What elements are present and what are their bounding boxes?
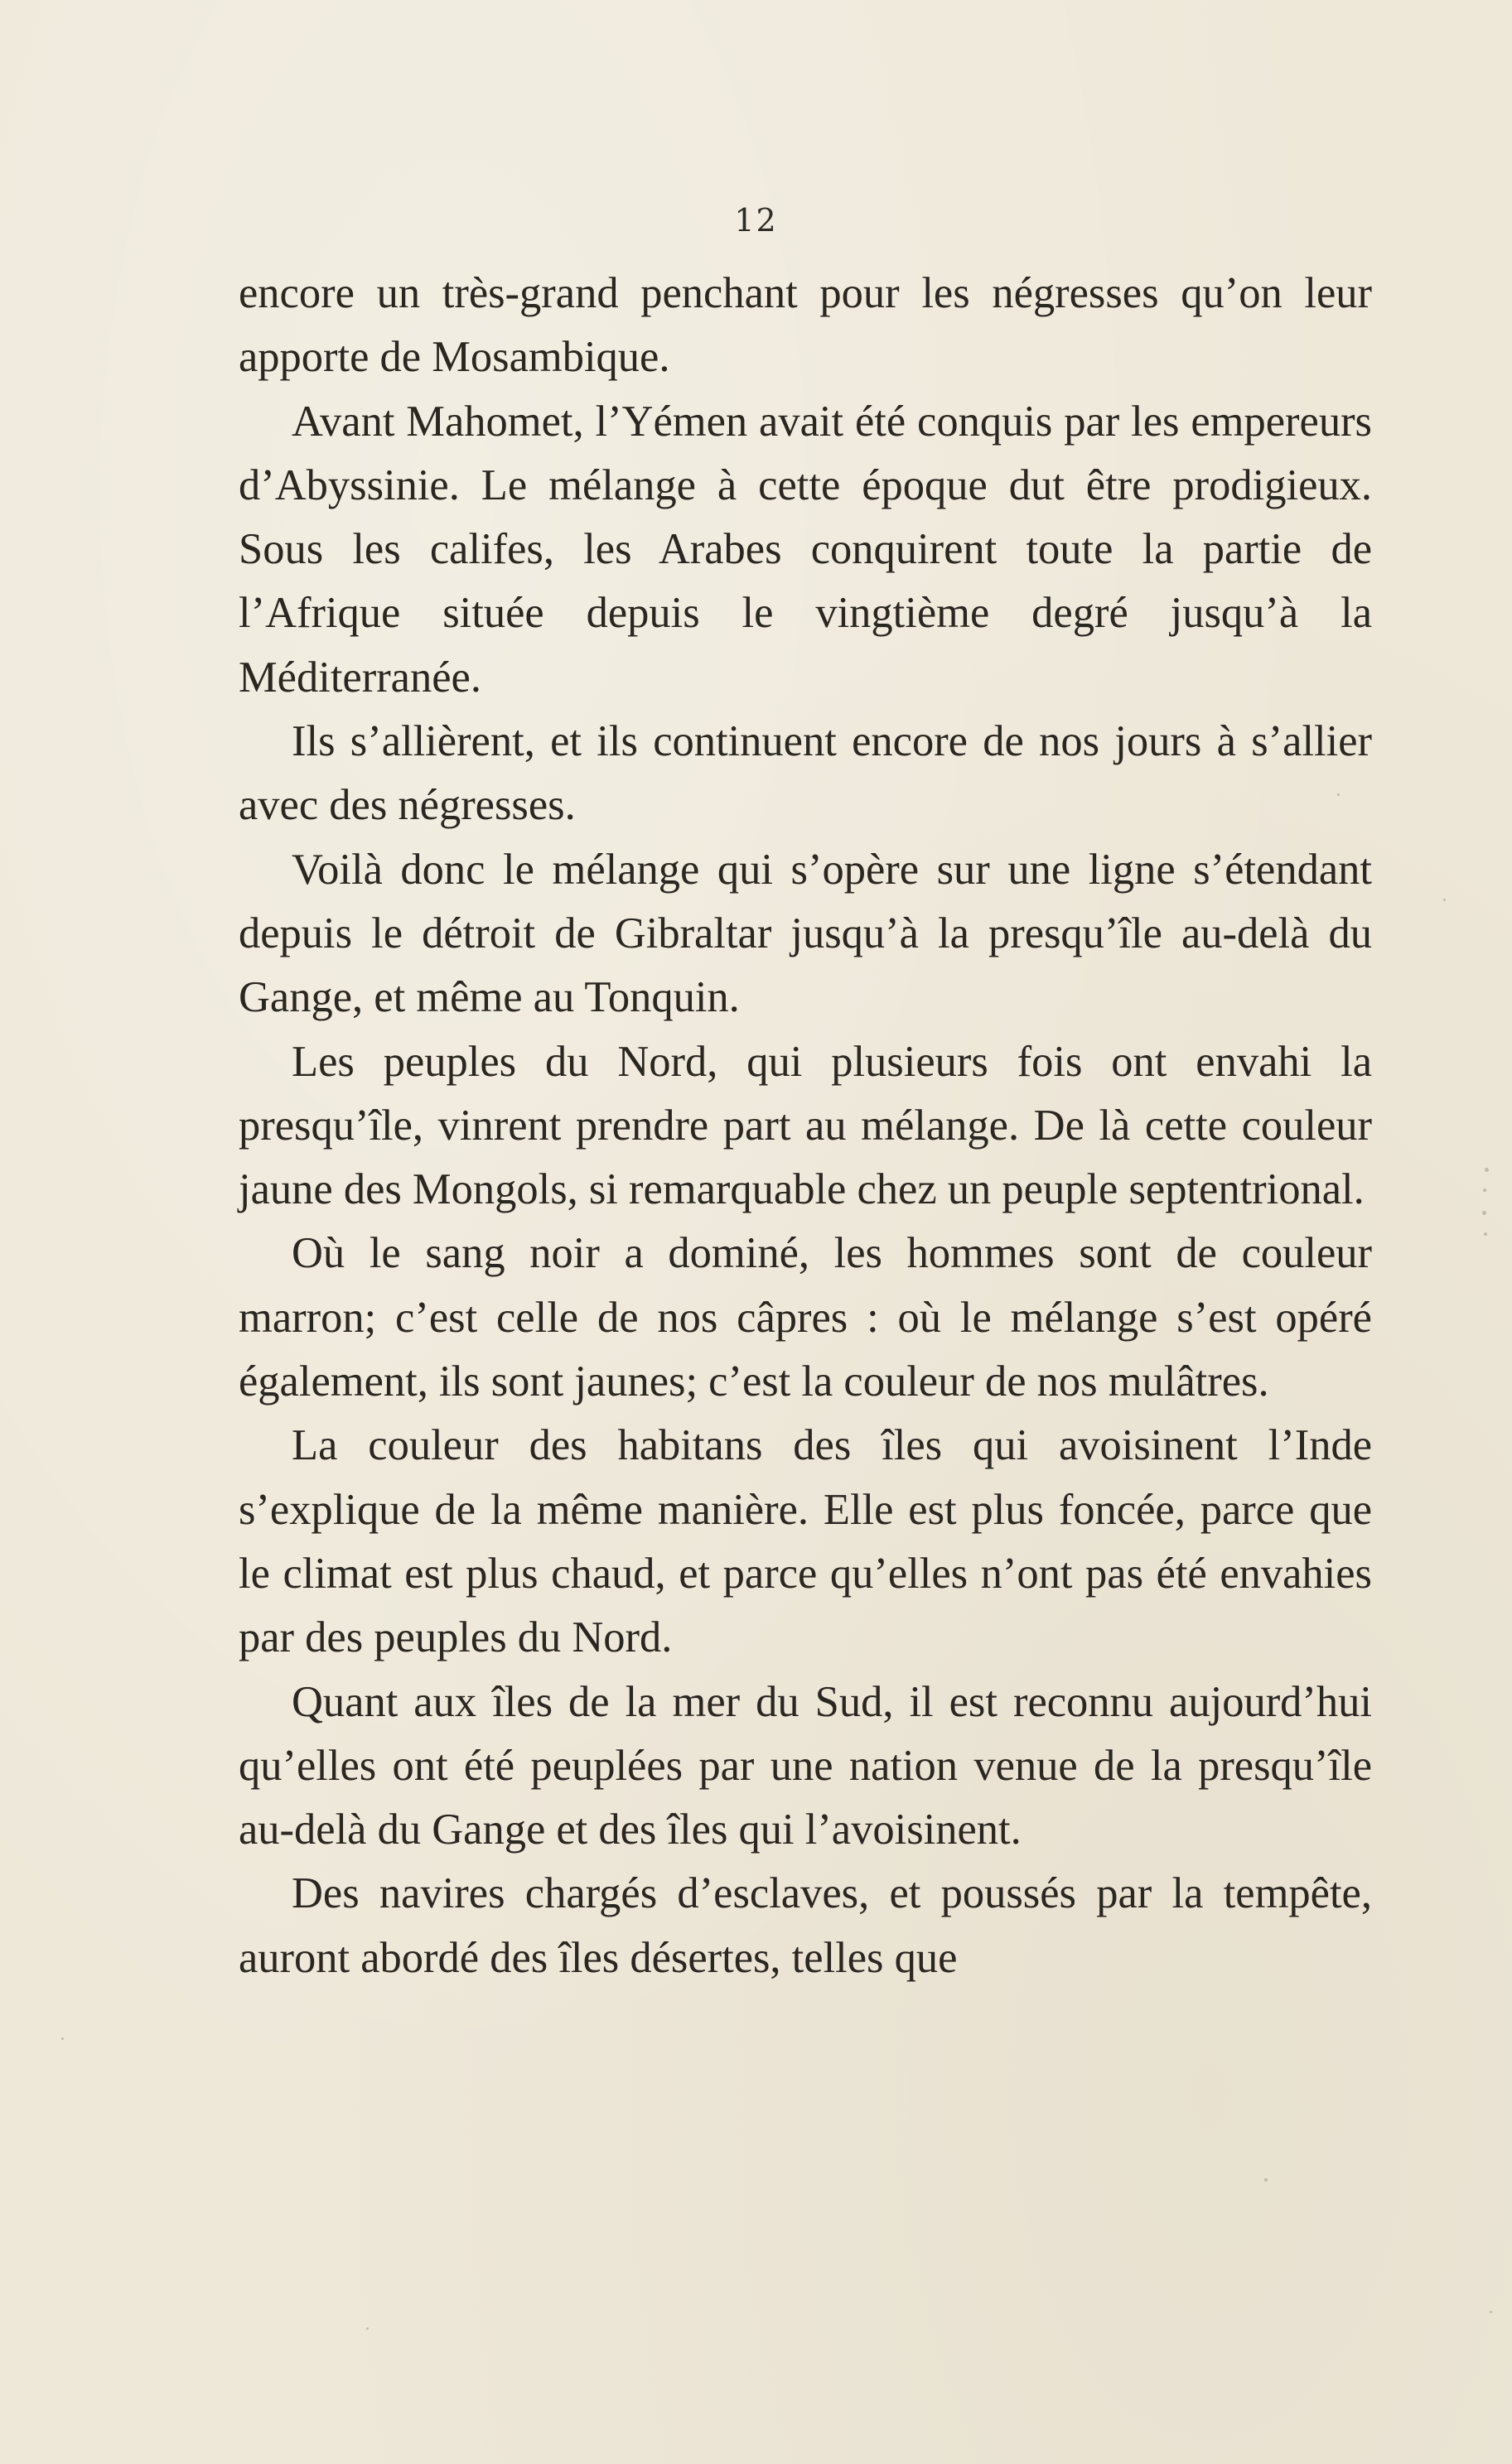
- paper-speck: [1264, 2178, 1268, 2182]
- paper-speck: [1443, 899, 1446, 901]
- paper-speck: [1490, 2311, 1492, 2313]
- page-number: 12: [734, 202, 778, 239]
- paper-speck: [1483, 1189, 1486, 1192]
- paragraph: Les peuples du Nord, qui plusieurs fois ont envahi la presqu’île, vinrent prendre part au mélange. De là cette couleur jaune des Mongols, si remarquable chez un peuple septentrional.: [239, 1037, 1372, 1214]
- paragraph: Avant Mahomet, l’Yémen avait été conquis par les empereurs d’Abyssinie. Le mélange à cette époque dut être prodigieux. Sous les califes, les Arabes conquirent toute la partie de l’Afrique située depuis le vingtième degré jusqu’à la Méditerranée.: [239, 397, 1372, 702]
- paragraph: Des navires chargés d’esclaves, et poussés par la tempête, auront abordé des îles désertes, telles que: [239, 1869, 1372, 1982]
- paper-speck: [1484, 1232, 1487, 1236]
- paper-speck: [1337, 793, 1340, 796]
- paragraph: Ils s’allièrent, et ils continuent encore de nos jours à s’allier avec des négresses.: [239, 717, 1372, 830]
- paragraph-continuation: encore un très-grand penchant pour les négresses qu’on leur apporte de Mosambique.: [239, 269, 1372, 382]
- paragraph: Où le sang noir a dominé, les hommes sont de couleur marron; c’est celle de nos câpres : où le mélange s’est opéré également, ils sont jaunes; c’est la couleur de nos mulâtres.: [239, 1229, 1372, 1406]
- paragraph: Quant aux îles de la mer du Sud, il est reconnu aujourd’hui qu’elles ont été peuplées par une nation venue de la presqu’île au-delà du Gange et des îles qui l’avoisinent.: [239, 1677, 1372, 1854]
- paper-speck: [1485, 1168, 1489, 1172]
- paper-speck: [1482, 1211, 1486, 1215]
- paragraph: Voilà donc le mélange qui s’opère sur une ligne s’étendant depuis le détroit de Gibraltar jusqu’à la presqu’île au-delà du Gange, et même au Tonquin.: [239, 845, 1372, 1022]
- paper-speck: [61, 2037, 64, 2040]
- body-text: [239, 262, 1372, 1990]
- paragraph: La couleur des habitans des îles qui avoisinent l’Inde s’explique de la même manière. Elle est plus foncée, parce que le climat est plus chaud, et parce qu’elles n’ont pas été envahies par des peuples du Nord.: [239, 1421, 1372, 1662]
- paper-speck: [366, 2327, 369, 2330]
